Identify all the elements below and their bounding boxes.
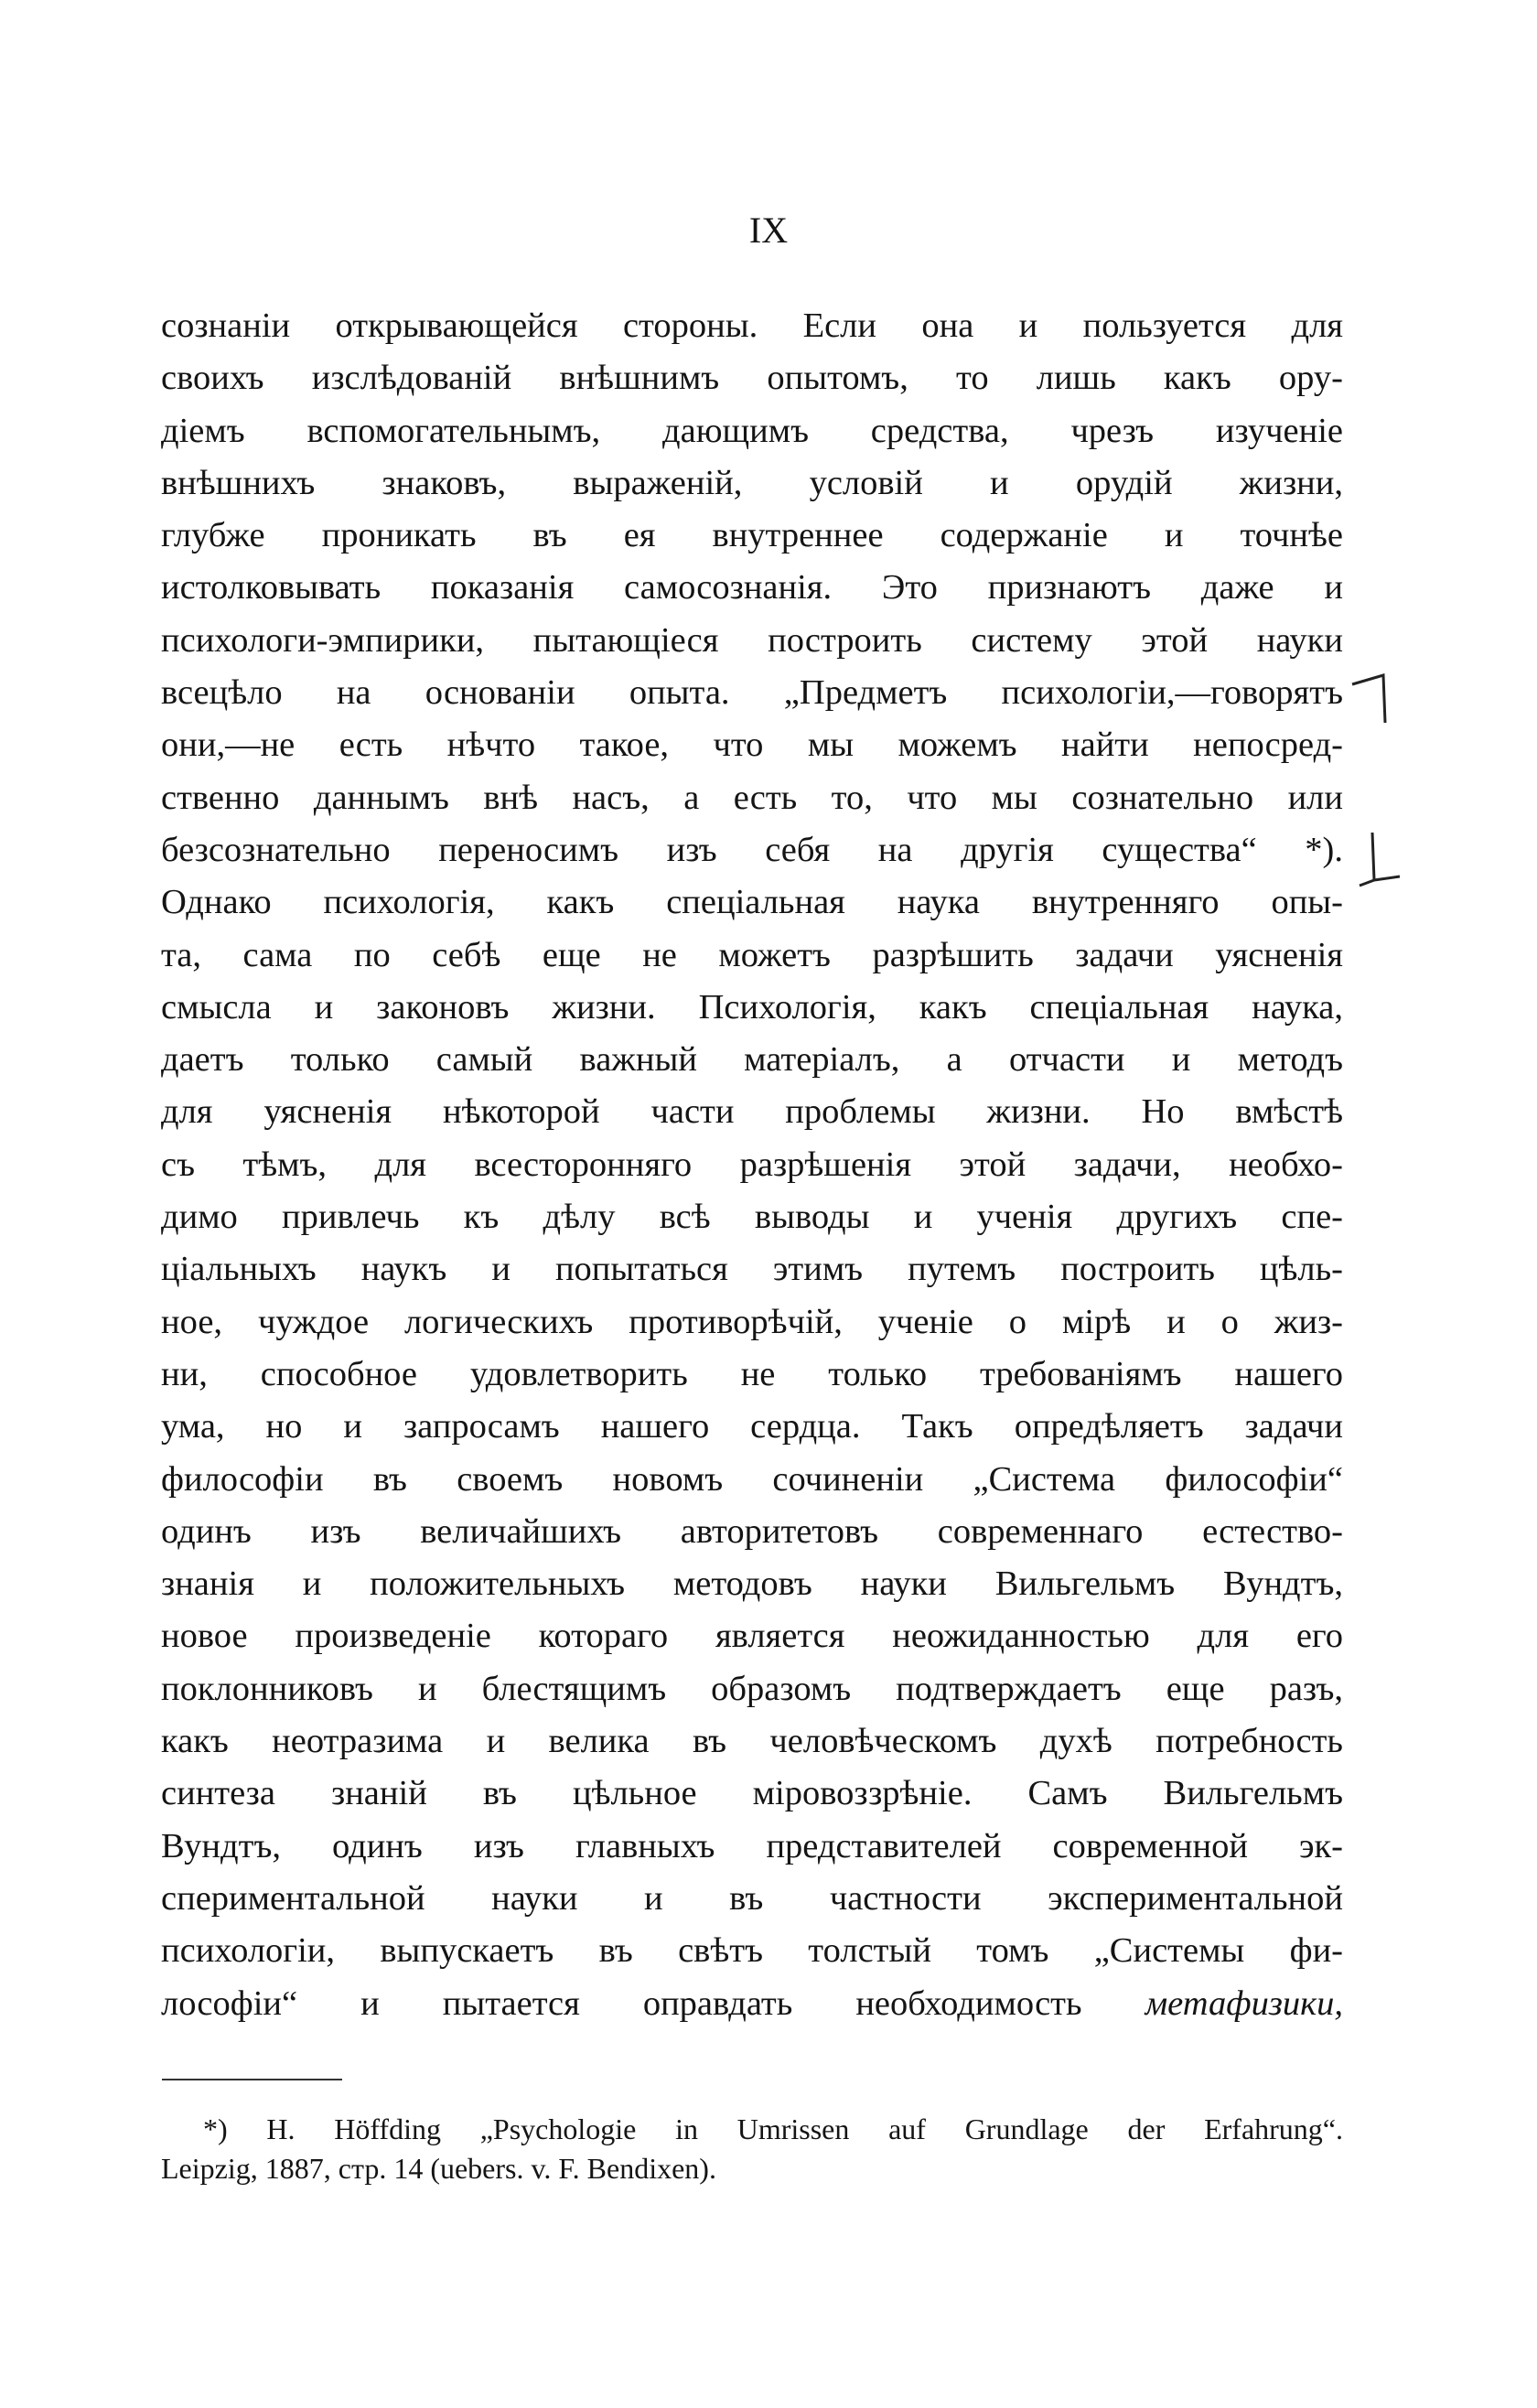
text-line: ное, чуждое логическихъ противорѣчій, ученіе о мірѣ и о жиз- — [161, 1302, 1343, 1341]
text-line: психологіи, выпускаетъ въ свѣтъ толстый томъ „Системы фи- — [161, 1931, 1343, 1971]
text-line: сознаніи открывающейся стороны. Если она и пользуется для — [161, 306, 1343, 345]
text-line: Вундтъ, одинъ изъ главныхъ представителей современной эк- — [161, 1826, 1343, 1865]
text-line: безсознательно переносимъ изъ себя на другія существа“ *). — [161, 830, 1343, 869]
text-line: философіи въ своемъ новомъ сочиненіи „Система философіи“ — [161, 1459, 1343, 1499]
footnote-line: Leipzig, 1887, стр. 14 (uebers. v. F. Bendixen). — [161, 2152, 716, 2185]
handwritten-bracket-mark — [1352, 675, 1385, 723]
text-line: синтеза знаній въ цѣльное міровоззрѣніе. Самъ Вильгельмъ — [161, 1774, 1343, 1813]
text-line: съ тѣмъ, для всесторонняго разрѣшенія этой задачи, необхо- — [161, 1145, 1343, 1184]
text-line: поклонниковъ и блестящимъ образомъ подтверждаетъ еще разъ, — [161, 1669, 1343, 1708]
page-number: IX — [748, 210, 789, 251]
text-line: для уясненія нѣкоторой части проблемы жизни. Но вмѣстѣ — [161, 1092, 1343, 1132]
text-line: Однако психологія, какъ спеціальная наука внутренняго опы- — [161, 883, 1343, 922]
text-line: всецѣло на основаніи опыта. „Предметъ психологіи,—говорятъ — [161, 673, 1343, 713]
text-line: діемъ вспомогательнымъ, дающимъ средства, чрезъ изученіе — [161, 411, 1343, 450]
text-segment: лософіи“ и пытается оправдать необходимость — [161, 1983, 1145, 2023]
text-line: новое произведеніе котораго является неожиданностью для его — [161, 1617, 1343, 1656]
text-line: ціальныхъ наукъ и попытаться этимъ путемъ построить цѣль- — [161, 1250, 1343, 1289]
text-line: они,—не есть нѣчто такое, что мы можемъ найти непосред- — [161, 726, 1343, 765]
text-line: ственно даннымъ внѣ насъ, а есть то, что мы сознательно или — [161, 778, 1343, 817]
text-line: ума, но и запросамъ нашего сердца. Такъ опредѣляетъ задачи — [161, 1407, 1343, 1446]
text-line: своихъ изслѣдованій внѣшнимъ опытомъ, то лишь какъ ору- — [161, 359, 1343, 398]
handwritten-bracket-mark — [1360, 833, 1400, 886]
text-line: димо привлечь къ дѣлу всѣ выводы и ученія другихъ спе- — [161, 1198, 1343, 1237]
text-line: ни, способное удовлетворить не только требованіямъ нашего — [161, 1354, 1343, 1393]
text-line: одинъ изъ величайшихъ авторитетовъ современнаго естество- — [161, 1511, 1343, 1551]
text-line: та, сама по себѣ еще не можетъ разрѣшить задачи уясненія — [161, 935, 1343, 974]
text-line: глубже проникать въ ея внутреннее содержаніе и точнѣе — [161, 516, 1343, 555]
text-line: какъ неотразима и велика въ человѣческомъ духѣ потребность — [161, 1722, 1343, 1761]
text-line: знанія и положительныхъ методовъ науки Вильгельмъ Вундтъ, — [161, 1564, 1343, 1604]
text-line: психологи-эмпирики, пытающіеся построить систему этой науки — [161, 620, 1343, 660]
text-line: внѣшнихъ знаковъ, выраженій, условій и орудій жизни, — [161, 463, 1343, 502]
text-line: истолковывать показанія самосознанія. Это признаютъ даже и — [161, 568, 1343, 607]
text-line: смысла и законовъ жизни. Психологія, какъ спеціальная наука, — [161, 987, 1343, 1027]
footnote-line: *) H. Höffding „Psychologie in Umrissen auf Grundlage der Erfahrung“. — [203, 2112, 1343, 2145]
text-line: даетъ только самый важный матеріалъ, а отчасти и методъ — [161, 1040, 1343, 1080]
text-line: спериментальной науки и въ частности экспериментальной — [161, 1878, 1343, 1918]
italic-emphasis: метафизики, — [1145, 1983, 1343, 2023]
